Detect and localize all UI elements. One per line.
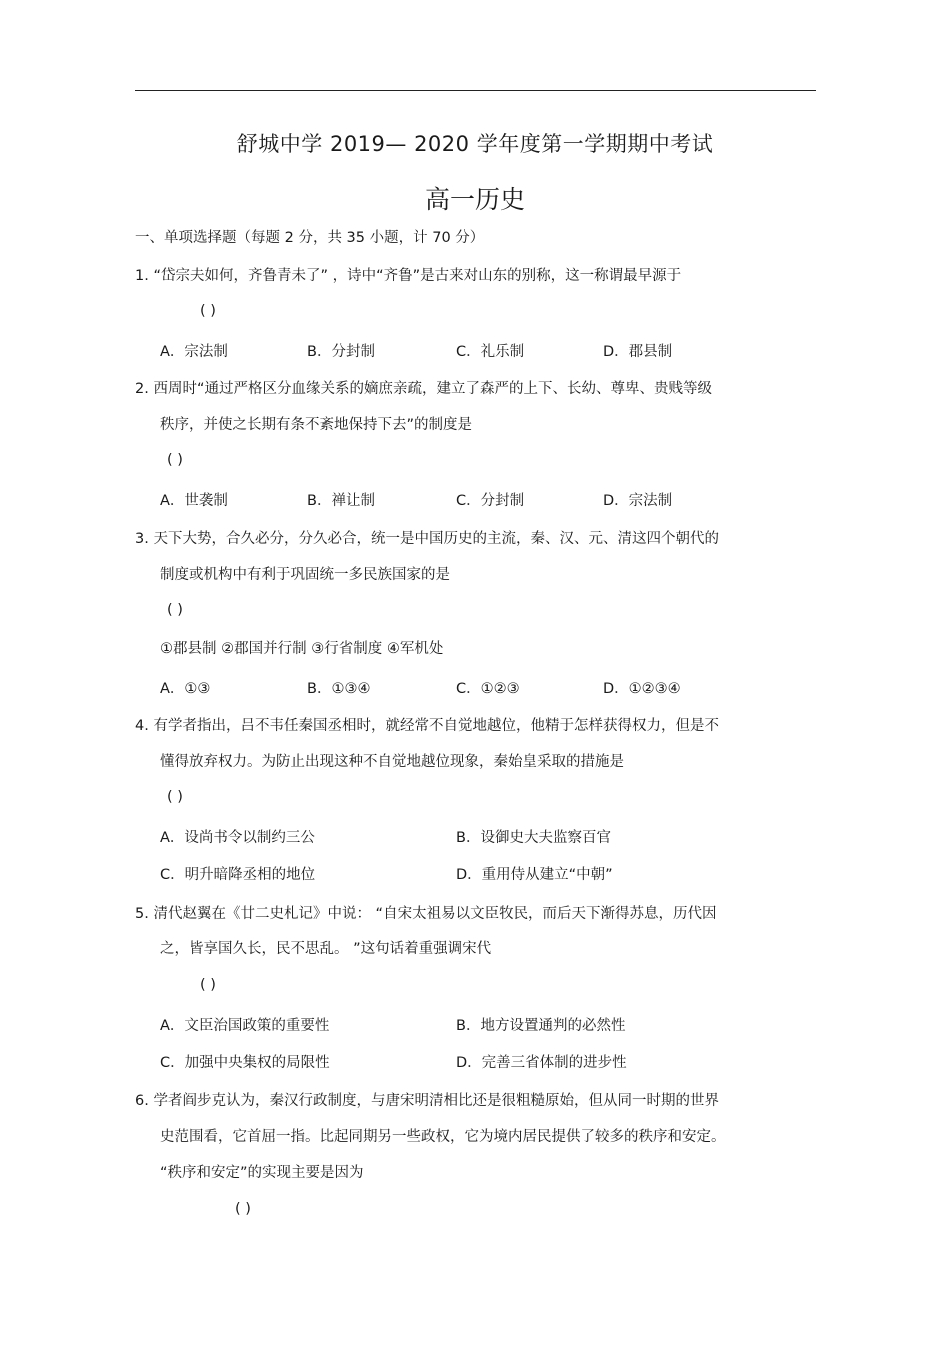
question-2-option-d: D．宗法制 — [603, 493, 673, 509]
question-3-answer-blank: ( ) — [167, 602, 183, 618]
question-5-answer-blank: ( ) — [200, 977, 216, 993]
question-3-statements: ①郡县制 ②郡国并行制 ③行省制度 ④军机处 — [160, 641, 444, 657]
question-6-stem-line-2: 史范围看，它首屈一指。比起同期另一些政权，它为境内居民提供了较多的秩序和安定。 — [160, 1129, 726, 1145]
question-1-option-c: C．礼乐制 — [456, 344, 525, 360]
question-6-stem-line-1: 6. 学者阎步克认为，秦汉行政制度，与唐宋明清相比还是很粗糙原始，但从同一时期的世界 — [135, 1093, 719, 1109]
question-2-option-b: B．禅让制 — [307, 493, 375, 509]
question-4-stem-line-1: 4. 有学者指出，吕不韦任秦国丞相时，就经常不自觉地越位，他精于怎样获得权力，但是不 — [135, 718, 719, 734]
question-1-option-b: B．分封制 — [307, 344, 375, 360]
section-heading: 一、单项选择题（每题 2 分，共 35 小题，计 70 分） — [135, 230, 485, 246]
question-3-stem-line-2: 制度或机构中有利于巩固统一多民族国家的是 — [160, 567, 450, 583]
question-4-option-d: D．重用侍从建立“中朝” — [456, 867, 613, 883]
question-4-option-a: A．设尚书令以制约三公 — [160, 830, 315, 846]
header-rule — [135, 90, 816, 91]
question-5-stem-line-1: 5. 清代赵翼在《廿二史札记》中说： “自宋太祖易以文臣牧民，而后天下渐得苏息，历代因 — [135, 906, 717, 922]
question-1-stem: 1. “岱宗夫如何，齐鲁青未了” ，诗中“齐鲁”是古来对山东的别称，这一称谓最早源于 — [135, 268, 682, 284]
question-3-option-b: B．①③④ — [307, 681, 371, 697]
question-4-option-b: B．设御史大夫监察百官 — [456, 830, 611, 846]
question-2-stem-line-1: 2. 西周时“通过严格区分血缘关系的嫡庶亲疏，建立了森严的上下、长幼、尊卑、贵贱等级 — [135, 381, 712, 397]
question-2-option-c: C．分封制 — [456, 493, 525, 509]
question-5-option-d: D．完善三省体制的进步性 — [456, 1055, 627, 1071]
question-5-option-a: A．文臣治国政策的重要性 — [160, 1018, 330, 1034]
subject-title: 高一历史 — [424, 185, 525, 214]
question-3-option-a: A．①③ — [160, 681, 211, 697]
question-6-stem-line-3: “秩序和安定”的实现主要是因为 — [160, 1165, 364, 1181]
question-2-stem-line-2: 秩序，并使之长期有条不紊地保持下去”的制度是 — [160, 417, 473, 433]
question-1-answer-blank: ( ) — [200, 303, 216, 319]
question-1-option-a: A．宗法制 — [160, 344, 228, 360]
question-5-option-c: C．加强中央集权的局限性 — [160, 1055, 330, 1071]
question-2-answer-blank: ( ) — [167, 452, 183, 468]
question-2-option-a: A．世袭制 — [160, 493, 228, 509]
question-3-option-d: D．①②③④ — [603, 681, 681, 697]
question-4-stem-line-2: 懂得放弃权力。为防止出现这种不自觉地越位现象，秦始皇采取的措施是 — [160, 754, 624, 770]
question-1-option-d: D．郡县制 — [603, 344, 673, 360]
question-5-stem-line-2: 之，皆享国久长，民不思乱。 ”这句话着重强调宋代 — [160, 941, 492, 957]
question-3-stem-line-1: 3. 天下大势，合久必分，分久必合，统一是中国历史的主流，秦、汉、元、清这四个朝代的 — [135, 531, 719, 547]
question-4-answer-blank: ( ) — [167, 789, 183, 805]
question-3-option-c: C．①②③ — [456, 681, 520, 697]
exam-title: 舒城中学 2019— 2020 学年度第一学期期中考试 — [236, 132, 714, 156]
question-4-option-c: C．明升暗降丞相的地位 — [160, 867, 316, 883]
question-6-answer-blank: ( ) — [235, 1201, 251, 1217]
question-5-option-b: B．地方设置通判的必然性 — [456, 1018, 626, 1034]
